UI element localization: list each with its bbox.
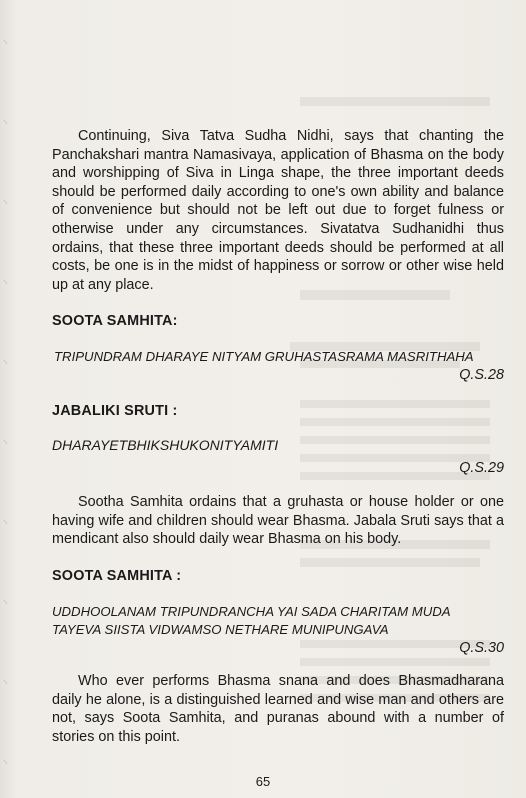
verse-line-1: UDDHOOLANAM TRIPUNDRANCHA YAI SADA CHARITAM MUDA bbox=[52, 604, 451, 619]
verse-uddhoolanam bbox=[52, 603, 504, 638]
page-number: 65 bbox=[255, 774, 271, 789]
reference-qs28: Q.S.28 bbox=[459, 367, 504, 383]
verse-tripundram: TRIPUNDRAM DHARAYE NITYAM GRUHASTASRAMA MASRITHAHA bbox=[54, 349, 474, 364]
reference-qs30: Q.S.30 bbox=[459, 640, 504, 656]
verse-line-2: TAYEVA SIISTA VIDWAMSO NETHARE MUNIPUNGAVA bbox=[52, 621, 389, 637]
heading-soota-samhita-2: SOOTA SAMHITA : bbox=[52, 568, 182, 584]
paragraph-sootha-samhita: Sootha Samhita ordains that a gruhasta or house holder or one having wife and children should wear Bhasma. Jabala Sruti says that a mendicant also should daily wear Bhasma on his body. bbox=[52, 494, 504, 548]
paragraph-siva-tatva: Continuing, Siva Tatva Sudha Nidhi, says that chanting the Panchakshari mantra Namasivaya, application of Bhasma on the body and worshipping of Siva in Linga shape, the three important deeds should be performed daily according to one's own ability and balance of convenience but should not be left out due to forget fulness or otherwise under any circumstances. Sivatatva Sudhanidhi thus ordains, that these three important deeds should be performed at all costs, be one is in the midst of happiness or sorrow or other wise held up at any place. bbox=[52, 128, 504, 293]
reference-qs29: Q.S.29 bbox=[459, 460, 504, 476]
verse-dharayet: DHARAYETBHIKSHUKONITYAMITI bbox=[52, 437, 279, 453]
heading-soota-samhita-1: SOOTA SAMHITA: bbox=[52, 313, 178, 329]
paragraph-bhasma-snana: Who ever performs Bhasma snana and does Bhasmadharana daily he alone, is a distinguished learned and wise man and others are not, says Soota Samhita, and puranas abound with a number of stories on this point. bbox=[52, 673, 504, 745]
heading-jabaliki-sruti: JABALIKI SRUTI : bbox=[52, 403, 178, 419]
